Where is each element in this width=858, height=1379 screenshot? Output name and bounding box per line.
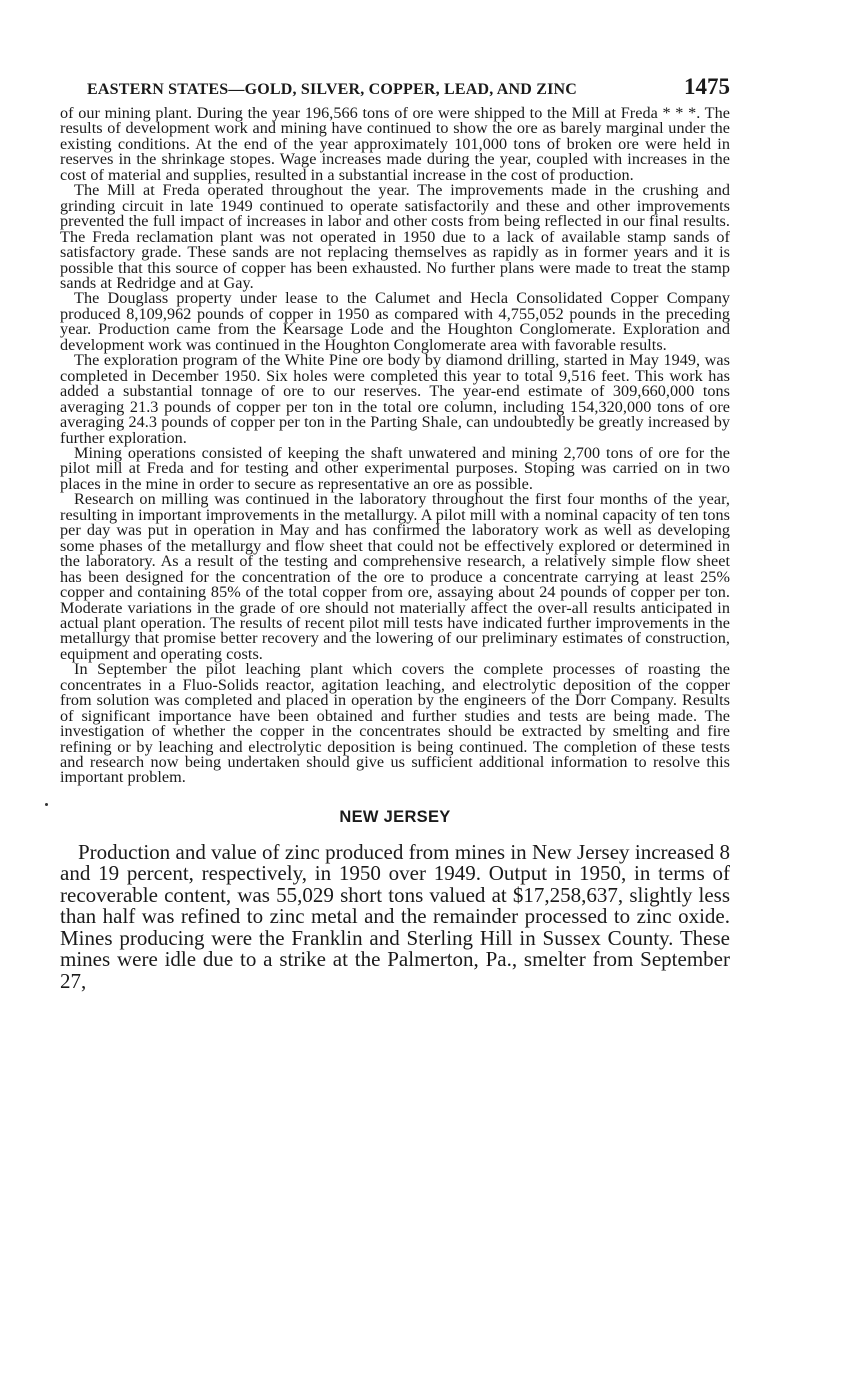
body-text <box>60 106 730 786</box>
running-title: EASTERN STATES—GOLD, SILVER, COPPER, LEAD, AND ZINC <box>87 81 578 98</box>
page-number: 1475 <box>684 74 730 99</box>
paragraph: In September the pilot leaching plant which covers the complete processes of roasting the concentrates in a Fluo-Solids reactor, agitation leaching, and electrolytic deposition of the copper from solution was completed and placed in operation by the engineers of the Dorr Company. Results of significant importance have been obtained and further studies and tests are being made. The investigation of whether the copper in the concentrates should be extracted by smelting and fire refining or by leaching and electrolytic deposition is being continued. The completion of these tests and research now being undertaken should give us sufficient additional information to resolve this important problem. <box>60 660 730 787</box>
paragraph: Research on milling was continued in the laboratory throughout the first four months of the year, resulting in important improvements in the metallurgy. A pilot mill with a nominal capacity of ten tons per day was put in operation in May and has confirmed the laboratory work as well as developing some phases of the metallurgy and flow sheet that could not be effectively explored or determined in the laboratory. As a result of the testing and comprehensive research, a relatively simple flow sheet has been designed for the concentration of the ore to produce a concentrate carrying at least 25% copper and containing 85% of the total copper from ore, assaying about 24 pounds of copper per ton. Moderate variations in the grade of ore should not materially affect the over-all results anticipated in actual plant operation. The results of recent pilot mill tests have indicated further improvements in the metallurgy that promise better recovery and the lowering of our preliminary estimates of construction, equipment and operating costs. <box>60 490 730 663</box>
section-heading: NEW JERSEY <box>339 807 451 826</box>
paragraph: The exploration program of the White Pine ore body by diamond drilling, started in May 1949, was completed in December 1950. Six holes were completed this year to total 9,516 feet. This work has added a substantial tonnage of ore to our reserves. The year-end estimate of 309,660,000 tons averaging 21.3 pounds of copper per ton in the total ore column, including 154,320,000 tons of ore averaging 24.3 pounds of copper per ton in the Parting Shale, can undoubtedly be greatly increased by further exploration. <box>60 351 730 447</box>
paragraph: of our mining plant. During the year 196,566 tons of ore were shipped to the Mill at Freda * * *. The results of development work and mining have continued to show the ore as barely marginal under the existing conditions. At the end of the year approximately 101,000 tons of broken ore were held in reserves in the shrinkage stopes. Wage increases made during the year, coupled with increases in the cost of material and supplies, resulted in a substantial increase in the cost of production. <box>60 104 730 184</box>
lead-paragraph: Production and value of zinc produced from mines in New Jersey increased 8 and 19 percent, respectively, in 1950 over 1949. Output in 1950, in terms of recoverable content, was 55,029 short tons valued at $17,258,637, slightly less than half was refined to zinc metal and the remainder processed to zinc oxide. Mines producing were the Franklin and Sterling Hill in Sussex County. These mines were idle due to a strike at the Palmerton, Pa., smelter from September 27, <box>60 839 730 993</box>
paragraph: The Mill at Freda operated throughout the year. The improvements made in the crushing and grinding circuit in late 1949 continued to operate satisfactorily and these and other improvements prevented the full impact of increases in labor and other costs from being reflected in our final results. The Freda reclamation plant was not operated in 1950 due to a lack of available stamp sands of satisfactory grade. These sands are not replacing themselves as rapidly as in former years and it is possible that this source of copper has been exhausted. No further plans were made to treat the stamp sands at Redridge and at Gay. <box>60 181 730 292</box>
margin-mark <box>45 803 48 806</box>
paragraph: Mining operations consisted of keeping the shaft unwatered and mining 2,700 tons of ore for the pilot mill at Freda and for testing and other experimental purposes. Stoping was carried on in two places in the mine in order to secure as representative an ore as possible. <box>60 443 730 493</box>
paragraph: The Douglass property under lease to the Calumet and Hecla Consolidated Copper Company produced 8,109,962 pounds of copper in 1950 as compared with 4,755,052 pounds in the preceding year. Production came from the Kearsage Lode and the Houghton Conglomerate. Exploration and development work was continued in the Houghton Conglomerate area with favorable results. <box>60 289 730 354</box>
document-page <box>60 74 730 992</box>
running-head <box>87 74 730 106</box>
